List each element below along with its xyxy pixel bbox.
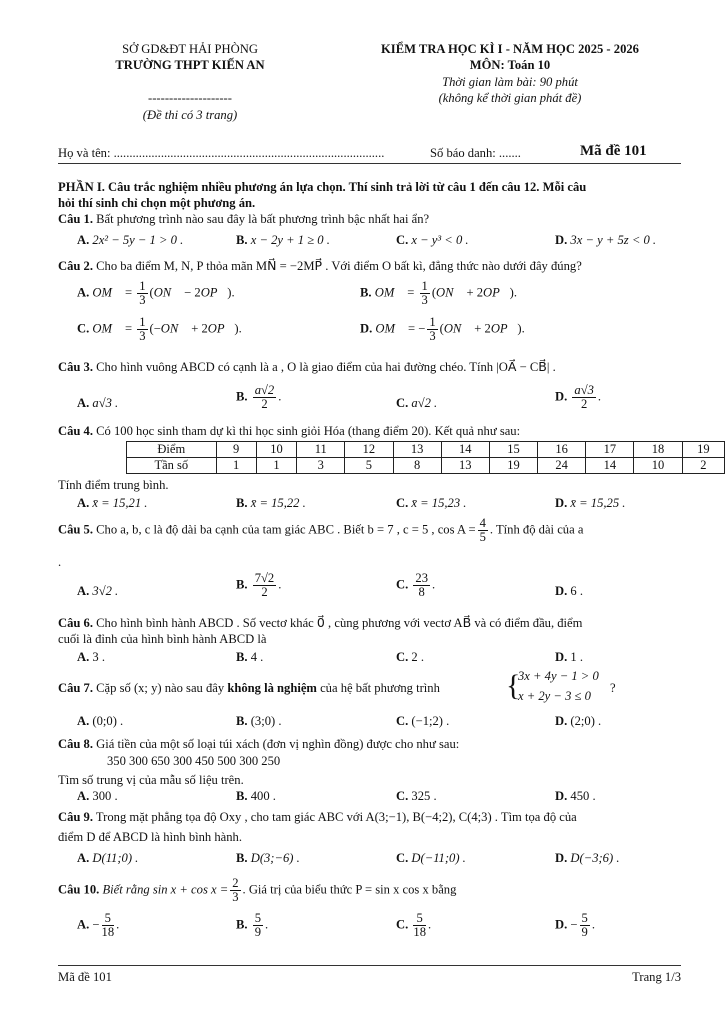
q2-option-c: C. OM⃗ = $\frac{1}{3}$ (−ON⃗ + 2OP⃗). bbox=[77, 315, 242, 344]
q8-option-d: D. 450 . bbox=[555, 789, 596, 803]
q9-option-b: B. D(3;−6) . bbox=[236, 851, 300, 865]
q7-question-mark: ? bbox=[610, 681, 616, 695]
footer-divider bbox=[58, 965, 681, 966]
q4-text: Có 100 học sinh tham dự kì thi học sinh giỏi Hóa (thang điểm 20). Kết quả như sau: bbox=[96, 424, 521, 438]
part1-title: PHẦN I. Câu trắc nghiệm nhiều phương án lựa chọn. Thí sinh trả lời từ câu 1 đến câu 12. Mỗi câu bbox=[58, 180, 587, 194]
q10-option-a: A. − $\frac{5}{18}$ . bbox=[77, 911, 120, 940]
q2-option-a: A. OM⃗ = $\frac{1}{3}$ (ON⃗ − 2OP⃗). bbox=[77, 279, 235, 308]
q1-option-b: B. x − 2y + 1 ≥ 0 . bbox=[236, 233, 330, 247]
q6-option-d: D. 1 . bbox=[555, 650, 583, 664]
question-9: Câu 9. Trong mặt phẳng tọa độ Oxy , cho tam giác ABC với A(3;−1), B(−4;2), C(4;3) . Tìm tọa độ của bbox=[58, 810, 577, 824]
q3-option-d: D. $\frac{a√3}{2}$ . bbox=[555, 383, 602, 412]
pages-note: (Đề thi có 3 trang) bbox=[142, 108, 238, 122]
q1-label: Câu 1. bbox=[58, 212, 93, 226]
question-10: Câu 10. Biết rằng sin x + cos x = $\frac{2}{3}$ . Giá trị của biểu thức P = sin x cos x bằng bbox=[58, 876, 457, 905]
q8-data: 350 300 650 300 450 500 300 250 bbox=[107, 754, 281, 768]
table-header-frequency: Tần số bbox=[127, 458, 217, 474]
q4-option-b: B. x̄ = 15,22 . bbox=[236, 496, 306, 510]
q4-task: Tính điểm trung bình. bbox=[58, 478, 169, 492]
question-2: Câu 2. Cho ba điểm M, N, P thỏa mãn MN⃗ = −2MP⃗ . Với điểm O bất kì, đẳng thức nào dưới đây đúng? bbox=[58, 259, 582, 273]
q6-option-a: A. 3 . bbox=[77, 650, 105, 664]
q6-text-line2: cuối là đỉnh của hình bình hành ABCD là bbox=[58, 632, 267, 646]
q5-option-a: A. 3√2 . bbox=[77, 584, 119, 598]
q5-option-c: C. $\frac{23}{8}$ . bbox=[396, 571, 436, 600]
q8-task: Tìm số trung vị của mẫu số liệu trên. bbox=[58, 773, 244, 787]
question-1 bbox=[58, 212, 429, 227]
q7-emphasis: không là nghiệm bbox=[227, 681, 317, 695]
q3-option-b: B. $\frac{a√2}{2}$ . bbox=[236, 383, 282, 412]
q1-option-d: D. 3x − y + 5z < 0 . bbox=[555, 233, 657, 247]
q2-option-d: D. OM⃗ = − $\frac{1}{3}$ (ON⃗ + 2OP⃗). bbox=[360, 315, 525, 344]
header-divider bbox=[58, 163, 681, 164]
q10-option-c: C. $\frac{5}{18}$ . bbox=[396, 911, 432, 940]
footer-exam-code: Mã đề 101 bbox=[58, 970, 112, 984]
department-name: SỞ GD&ĐT HẢI PHÒNG bbox=[122, 42, 258, 56]
exam-time-note: (không kể thời gian phát đề) bbox=[438, 91, 582, 105]
q4-option-c: C. x̄ = 15,23 . bbox=[396, 496, 467, 510]
question-5: Câu 5. Cho a, b, c là độ dài ba cạnh của tam giác ABC . Biết b = 7 , c = 5 , cos A = $\frac{4}{5}$ . Tính độ dài của a bbox=[58, 516, 584, 545]
q9-option-c: C. D(−11;0) . bbox=[396, 851, 466, 865]
table-row-frequencies: Tần số 1 1 3 5 8 13 19 24 14 10 2 bbox=[127, 458, 725, 474]
q3-option-a: A. a√3 . bbox=[77, 396, 119, 410]
frequency-table bbox=[126, 441, 725, 474]
part1-title-line2: hỏi thí sinh chỉ chọn một phương án. bbox=[58, 196, 256, 210]
student-id-label: Số báo danh: ....... bbox=[430, 146, 521, 160]
q1-option-c: C. x − y³ < 0 . bbox=[396, 233, 469, 247]
q7-option-d: D. (2;0) . bbox=[555, 714, 602, 728]
q5-option-b: B. $\frac{7√2}{2}$ . bbox=[236, 571, 282, 600]
subject: MÔN: Toán 10 bbox=[469, 58, 551, 72]
q9-text-line2: điểm D để ABCD là hình bình hành. bbox=[58, 830, 242, 844]
school-name: TRƯỜNG THPT KIẾN AN bbox=[115, 58, 265, 72]
question-8: Câu 8. Giá tiền của một số loại túi xách (đơn vị nghìn đồng) được cho như sau: bbox=[58, 737, 460, 751]
q8-option-c: C. 325 . bbox=[396, 789, 437, 803]
q10-option-d: D. − $\frac{5}{9}$ . bbox=[555, 911, 595, 940]
question-4: Câu 4. Có 100 học sinh tham dự kì thi học sinh giỏi Hóa (thang điểm 20). Kết quả như sau: bbox=[58, 424, 521, 438]
q4-option-d: D. x̄ = 15,25 . bbox=[555, 496, 626, 510]
q1-text: Bất phương trình nào sau đây là bất phương trình bậc nhất hai ẩn? bbox=[96, 212, 430, 226]
system-inequality-2: x + 2y − 3 ≤ 0 bbox=[518, 689, 591, 703]
q5-trailing-dot: . bbox=[58, 555, 62, 569]
question-7: Câu 7. Cặp số (x; y) nào sau đây không là nghiệm của hệ bất phương trình bbox=[58, 681, 440, 695]
q2-option-b: B. OM⃗ = $\frac{1}{3}$ (ON⃗ + 2OP⃗). bbox=[360, 279, 517, 308]
q4-option-a: A. x̄ = 15,21 . bbox=[77, 496, 148, 510]
q3-text: Cho hình vuông ABCD có cạnh là a , O là giao điểm của hai đường chéo. Tính |OA⃗ − CB⃗| . bbox=[96, 360, 556, 374]
header-dashes: -------------------- bbox=[148, 91, 232, 105]
exam-time: Thời gian làm bài: 90 phút bbox=[442, 75, 578, 89]
q8-option-b: B. 400 . bbox=[236, 789, 276, 803]
exam-title: KIỂM TRA HỌC KÌ I - NĂM HỌC 2025 - 2026 bbox=[381, 42, 639, 56]
student-name-label: Họ và tên: ...................................................................................... bbox=[58, 146, 385, 160]
q6-option-c: C. 2 . bbox=[396, 650, 424, 664]
q6-option-b: B. 4 . bbox=[236, 650, 264, 664]
q10-option-b: B. $\frac{5}{9}$ . bbox=[236, 911, 269, 940]
exam-code: Mã đề 101 bbox=[580, 143, 647, 159]
table-row-scores: Điểm 9 10 11 12 13 14 15 16 17 18 19 bbox=[127, 442, 725, 458]
q9-option-d: D. D(−3;6) . bbox=[555, 851, 620, 865]
question-6: Câu 6. Cho hình bình hành ABCD . Số vectơ khác 0⃗ , cùng phương với vectơ AB⃗ và có điểm đầu, điểm bbox=[58, 616, 583, 630]
q1-option-a: A. 2x² − 5y − 1 > 0 . bbox=[77, 233, 184, 247]
q8-option-a: A. 300 . bbox=[77, 789, 118, 803]
q3-option-c: C. a√2 . bbox=[396, 396, 438, 410]
question-3: Câu 3. Cho hình vuông ABCD có cạnh là a , O là giao điểm của hai đường chéo. Tính |OA⃗ − CB⃗| . bbox=[58, 360, 556, 374]
footer-page-number: Trang 1/3 bbox=[632, 970, 681, 984]
q7-option-b: B. (3;0) . bbox=[236, 714, 282, 728]
q7-option-a: A. (0;0) . bbox=[77, 714, 124, 728]
q5-option-d: D. 6 . bbox=[555, 584, 583, 598]
q2-text: Cho ba điểm M, N, P thỏa mãn MN⃗ = −2MP⃗ . Với điểm O bất kì, đẳng thức nào dưới đây đúng? bbox=[96, 259, 582, 273]
table-header-score: Điểm bbox=[127, 442, 217, 458]
q9-option-a: A. D(11;0) . bbox=[77, 851, 139, 865]
system-brace: { bbox=[506, 669, 521, 702]
system-inequality-1: 3x + 4y − 1 > 0 bbox=[518, 669, 599, 683]
q7-option-c: C. (−1;2) . bbox=[396, 714, 450, 728]
